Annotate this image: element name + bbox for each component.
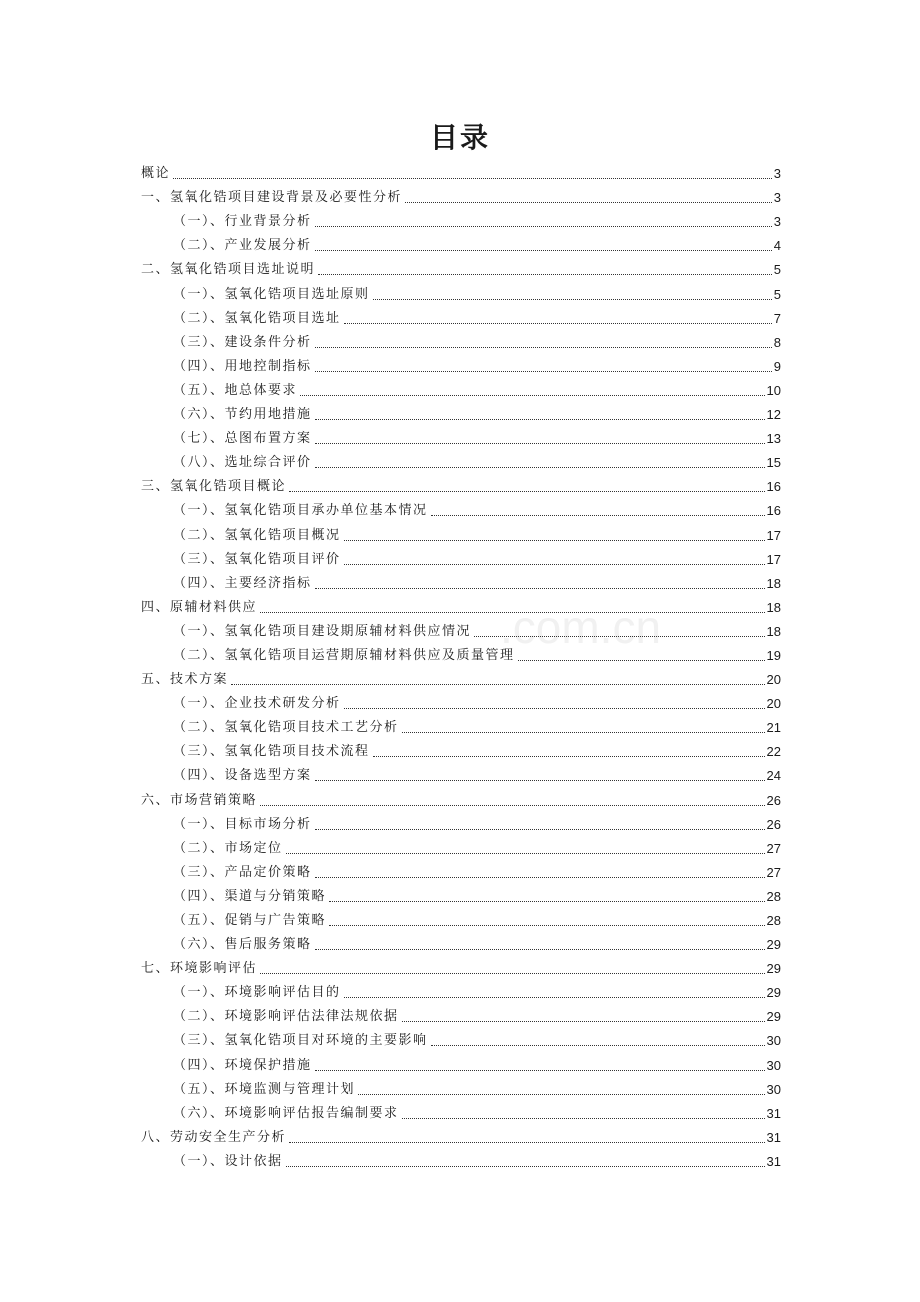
- toc-page-number: 29: [766, 985, 781, 1001]
- toc-entry[interactable]: [141, 692, 781, 716]
- toc-entry-title: （六）、节约用地措施: [173, 407, 312, 423]
- toc-page-number: 15: [766, 455, 781, 471]
- toc-page-number: 30: [766, 1033, 781, 1049]
- toc-page-number: 3: [773, 190, 781, 206]
- toc-page-number: 16: [766, 479, 781, 495]
- toc-dot-leader: [315, 419, 765, 420]
- toc-entry[interactable]: [141, 355, 781, 379]
- toc-entry-title: （五）、地总体要求: [173, 382, 298, 398]
- toc-dot-leader: [329, 925, 765, 926]
- toc-page-number: 13: [766, 431, 781, 447]
- toc-dot-leader: [431, 1045, 765, 1046]
- toc-page-number: 17: [766, 551, 781, 567]
- toc-dot-leader: [289, 491, 765, 492]
- toc-entry[interactable]: [141, 307, 781, 331]
- toc-entry[interactable]: [141, 258, 781, 282]
- toc-dot-leader: [315, 588, 765, 589]
- toc-entry-title: （三）、建设条件分析: [173, 334, 312, 350]
- toc-page-number: 3: [773, 214, 781, 230]
- toc-entry-title: （四）、设备选型方案: [173, 768, 312, 784]
- toc-entry[interactable]: [141, 596, 781, 620]
- toc-dot-leader: [474, 636, 765, 637]
- toc-entry-title: （二）、产业发展分析: [173, 238, 312, 254]
- toc-page-number: 31: [766, 1153, 781, 1169]
- toc-page-number: 30: [766, 1081, 781, 1097]
- toc-page-number: 16: [766, 503, 781, 519]
- toc-dot-leader: [329, 901, 765, 902]
- toc-entry[interactable]: [141, 1126, 781, 1150]
- toc-entry[interactable]: [141, 499, 781, 523]
- toc-entry[interactable]: [141, 1053, 781, 1077]
- toc-entry[interactable]: [141, 1078, 781, 1102]
- toc-entry[interactable]: [141, 909, 781, 933]
- toc-entry[interactable]: [141, 837, 781, 861]
- toc-page-number: 9: [773, 358, 781, 374]
- toc-dot-leader: [358, 1094, 765, 1095]
- toc-page-number: 19: [766, 647, 781, 663]
- toc-dot-leader: [402, 1021, 765, 1022]
- toc-entry[interactable]: [141, 1005, 781, 1029]
- toc-entry-title: （三）、氢氧化锆项目技术流程: [173, 744, 370, 760]
- toc-dot-leader: [315, 949, 765, 950]
- toc-entry-title: 七、环境影响评估: [141, 961, 258, 977]
- toc-dot-leader: [315, 226, 772, 227]
- toc-page-number: 26: [766, 816, 781, 832]
- toc-dot-leader: [402, 732, 765, 733]
- toc-page-number: 20: [766, 696, 781, 712]
- toc-entry-title: （六）、环境影响评估报告编制要求: [173, 1105, 399, 1121]
- toc-entry[interactable]: [141, 885, 781, 909]
- toc-dot-leader: [286, 1166, 765, 1167]
- toc-entry-title: （三）、氢氧化锆项目对环境的主要影响: [173, 1033, 428, 1049]
- toc-entry-title: （八）、选址综合评价: [173, 455, 312, 471]
- toc-entry-title: （四）、用地控制指标: [173, 358, 312, 374]
- toc-entry-title: 六、市场营销策略: [141, 792, 258, 808]
- toc-entry[interactable]: [141, 548, 781, 572]
- toc-entry[interactable]: [141, 186, 781, 210]
- toc-entry[interactable]: [141, 644, 781, 668]
- toc-entry-title: （三）、氢氧化锆项目评价: [173, 551, 341, 567]
- toc-page-number: 5: [773, 262, 781, 278]
- toc-entry-title: 概论: [141, 166, 171, 182]
- toc-entry[interactable]: [141, 788, 781, 812]
- page-title: 目录: [429, 121, 490, 154]
- toc-page-number: 7: [773, 310, 781, 326]
- toc-entry-title: 八、劳动安全生产分析: [141, 1129, 287, 1145]
- toc-dot-leader: [315, 250, 772, 251]
- toc-entry[interactable]: [141, 210, 781, 234]
- toc-dot-leader: [289, 1142, 765, 1143]
- toc-dot-leader: [315, 347, 772, 348]
- toc-entry-title: （六）、售后服务策略: [173, 937, 312, 953]
- toc-entry[interactable]: [141, 1029, 781, 1053]
- toc-entry[interactable]: [141, 861, 781, 885]
- toc-entry-title: （一）、氢氧化锆项目选址原则: [173, 286, 370, 302]
- toc-page-number: 17: [766, 527, 781, 543]
- toc-page-number: 5: [773, 286, 781, 302]
- toc-entry-title: 三、氢氧化锆项目概论: [141, 479, 287, 495]
- toc-page-number: 31: [766, 1105, 781, 1121]
- toc-page-number: 24: [766, 768, 781, 784]
- toc-dot-leader: [315, 467, 765, 468]
- toc-entry-title: （一）、企业技术研发分析: [173, 696, 341, 712]
- toc-entry[interactable]: [141, 813, 781, 837]
- toc-entry[interactable]: [141, 234, 781, 258]
- toc-entry-title: （四）、主要经济指标: [173, 575, 312, 591]
- toc-page-number: 10: [766, 382, 781, 398]
- toc-entry-title: （二）、氢氧化锆项目选址: [173, 310, 341, 326]
- toc-entry-title: （二）、环境影响评估法律法规依据: [173, 1009, 399, 1025]
- toc-entry[interactable]: [141, 451, 781, 475]
- toc-entry-title: （一）、环境影响评估目的: [173, 985, 341, 1001]
- toc-page-number: 29: [766, 1009, 781, 1025]
- toc-page-number: 30: [766, 1057, 781, 1073]
- table-of-contents: [141, 162, 781, 1174]
- toc-entry[interactable]: [141, 162, 781, 186]
- toc-page-number: 18: [766, 623, 781, 639]
- toc-entry[interactable]: [141, 981, 781, 1005]
- toc-entry-title: （一）、行业背景分析: [173, 214, 312, 230]
- toc-entry[interactable]: [141, 331, 781, 355]
- toc-entry-title: （一）、氢氧化锆项目建设期原辅材料供应情况: [173, 623, 472, 639]
- toc-page-number: 29: [766, 937, 781, 953]
- toc-entry-title: 五、技术方案: [141, 672, 229, 688]
- toc-entry[interactable]: [141, 764, 781, 788]
- toc-dot-leader: [315, 1070, 765, 1071]
- toc-dot-leader: [344, 997, 765, 998]
- toc-page-number: 3: [773, 166, 781, 182]
- toc-dot-leader: [315, 371, 772, 372]
- toc-dot-leader: [344, 323, 772, 324]
- toc-page-number: 28: [766, 913, 781, 928]
- toc-dot-leader: [300, 395, 765, 396]
- toc-page-number: 22: [766, 744, 781, 760]
- toc-entry[interactable]: [141, 716, 781, 740]
- toc-entry[interactable]: [141, 740, 781, 764]
- toc-entry[interactable]: [141, 668, 781, 692]
- toc-entry-title: （一）、设计依据: [173, 1153, 283, 1169]
- toc-entry-title: （七）、总图布置方案: [173, 431, 312, 447]
- toc-entry[interactable]: [141, 957, 781, 981]
- toc-entry[interactable]: [141, 1150, 781, 1174]
- toc-dot-leader: [260, 612, 765, 613]
- toc-dot-leader: [318, 274, 772, 275]
- toc-dot-leader: [518, 660, 765, 661]
- toc-dot-leader: [315, 829, 765, 830]
- toc-entry[interactable]: [141, 933, 781, 957]
- toc-entry[interactable]: [141, 427, 781, 451]
- toc-page-number: 27: [766, 840, 781, 856]
- toc-dot-leader: [344, 540, 765, 541]
- toc-page-number: 26: [766, 792, 781, 808]
- toc-dot-leader: [344, 708, 765, 709]
- toc-page-number: 8: [773, 334, 781, 350]
- toc-entry[interactable]: [141, 403, 781, 427]
- toc-entry-title: （一）、目标市场分析: [173, 816, 312, 832]
- toc-page-number: 31: [766, 1129, 781, 1145]
- toc-dot-leader: [260, 805, 765, 806]
- toc-entry[interactable]: [141, 282, 781, 306]
- toc-dot-leader: [286, 853, 765, 854]
- toc-page-number: 28: [766, 888, 781, 904]
- toc-entry-title: （四）、环境保护措施: [173, 1057, 312, 1073]
- toc-page-number: 12: [766, 407, 781, 423]
- toc-entry-title: 四、原辅材料供应: [141, 599, 258, 615]
- toc-page-number: 29: [766, 961, 781, 977]
- toc-page-number: 18: [766, 599, 781, 615]
- toc-entry[interactable]: [141, 572, 781, 596]
- toc-entry-title: 二、氢氧化锆项目选址说明: [141, 262, 316, 278]
- toc-entry-title: （四）、渠道与分销策略: [173, 888, 327, 904]
- toc-page-number: 27: [766, 864, 781, 880]
- toc-entry[interactable]: [141, 1102, 781, 1126]
- toc-entry-title: （二）、氢氧化锆项目概况: [173, 527, 341, 543]
- toc-entry-title: （五）、促销与广告策略: [173, 913, 327, 928]
- toc-dot-leader: [173, 178, 772, 179]
- toc-dot-leader: [431, 515, 765, 516]
- toc-page-number: 20: [766, 672, 781, 688]
- toc-dot-leader: [260, 973, 765, 974]
- toc-entry-title: （一）、氢氧化锆项目承办单位基本情况: [173, 503, 428, 519]
- toc-dot-leader: [373, 756, 765, 757]
- toc-dot-leader: [315, 877, 765, 878]
- toc-dot-leader: [315, 443, 765, 444]
- toc-entry-title: （五）、环境监测与管理计划: [173, 1081, 356, 1097]
- toc-dot-leader: [231, 684, 765, 685]
- toc-entry[interactable]: [141, 475, 781, 499]
- toc-entry-title: （二）、氢氧化锆项目运营期原辅材料供应及质量管理: [173, 647, 515, 663]
- toc-entry[interactable]: [141, 379, 781, 403]
- watermark: .com.cn: [500, 601, 662, 653]
- toc-dot-leader: [344, 564, 765, 565]
- toc-page-number: 18: [766, 575, 781, 591]
- toc-entry-title: （三）、产品定价策略: [173, 864, 312, 880]
- toc-entry-title: 一、氢氧化锆项目建设背景及必要性分析: [141, 190, 403, 206]
- toc-dot-leader: [315, 780, 765, 781]
- toc-entry-title: （二）、市场定位: [173, 840, 283, 856]
- toc-entry-title: （二）、氢氧化锆项目技术工艺分析: [173, 720, 399, 736]
- toc-dot-leader: [373, 299, 772, 300]
- toc-dot-leader: [405, 202, 772, 203]
- toc-entry[interactable]: [141, 523, 781, 547]
- toc-page-number: 21: [766, 720, 781, 736]
- toc-dot-leader: [402, 1118, 765, 1119]
- toc-page-number: 4: [773, 238, 781, 254]
- toc-entry[interactable]: [141, 620, 781, 644]
